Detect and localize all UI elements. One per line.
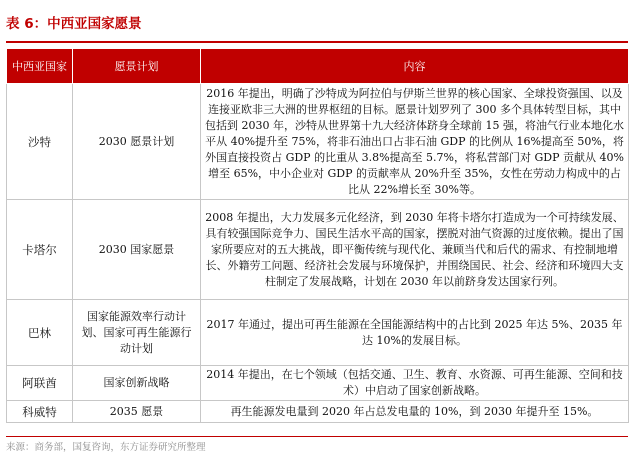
cell-vision: 2030 愿景计划 <box>73 84 201 200</box>
table-row <box>7 200 629 300</box>
cell-content: 2017 年通过，提出可再生能源在全国能源结构中的占比到 2025 年达 5%、2035 年达 10%的发展目标。 <box>201 300 629 366</box>
header-vision: 愿景计划 <box>73 49 201 84</box>
table-row <box>7 300 629 366</box>
cell-vision: 国家能源效率行动计划、国家可再生能源行动计划 <box>73 300 201 366</box>
header-country: 中西亚国家 <box>7 49 73 84</box>
cell-vision: 国家创新战略 <box>73 366 201 401</box>
cell-vision: 2035 愿景 <box>73 401 201 423</box>
cell-country: 沙特 <box>7 84 73 200</box>
cell-vision: 2030 国家愿景 <box>73 200 201 300</box>
source-note: 来源：商务部，国复咨询，东方证券研究所整理 <box>6 442 206 453</box>
cell-content: 2016 年提出，明确了沙特成为阿拉伯与伊斯兰世界的核心国家、全球投资强国、以及连接亚欧非三大洲的世界枢纽的目标。愿景计划罗列了 300 多个具体转型目标，其中包括到 2030 年，沙特从世界第十九大经济体跻身全球前 15 强，将油气行业本地化水平从 40%提升至 75%，将非石油出口占非石油 GDP 的比例从 16%提高至 50%，将外国直接投资占 GDP 的比重从 3.8%提高至 5.7%，将私营部门对 GDP 贡献从 40%增至 65%，中小企业对 GDP 的贡献率从 20%升至 35%，女性在劳动力构成中的占比从 22%增长至 30%等。 <box>201 84 629 200</box>
source-divider <box>6 436 628 437</box>
cell-content: 再生能源发电量到 2020 年占总发电量的 10%，到 2030 年提升至 15%。 <box>201 401 629 423</box>
table-row <box>7 401 629 423</box>
vision-table <box>6 48 629 423</box>
cell-country: 巴林 <box>7 300 73 366</box>
caption-divider <box>6 41 628 43</box>
table-header-row <box>7 49 629 84</box>
cell-country: 科威特 <box>7 401 73 423</box>
table-row <box>7 84 629 200</box>
header-content: 内容 <box>201 49 629 84</box>
cell-country: 卡塔尔 <box>7 200 73 300</box>
cell-country: 阿联酋 <box>7 366 73 401</box>
table-caption: 表 6：中西亚国家愿景 <box>6 16 142 32</box>
cell-content: 2008 年提出，大力发展多元化经济，到 2030 年将卡塔尔打造成为一个可持续发展、具有较强国际竞争力、国民生活水平高的国家，摆脱对油气资源的过度依赖。提出了国家所要应对的五大挑战，即平衡传统与现代化、兼顾当代和后代的需求、有控制地增长、外籍劳工问题、经济社会发展与环境保护，并围绕国民、社会、经济和环境四大支柱制定了发展战略，计划在 2030 年以前跻身发达国家行列。 <box>201 200 629 300</box>
table-row <box>7 366 629 401</box>
cell-content: 2014 年提出，在七个领域（包括交通、卫生、教育、水资源、可再生能源、空间和技术）中启动了国家创新战略。 <box>201 366 629 401</box>
